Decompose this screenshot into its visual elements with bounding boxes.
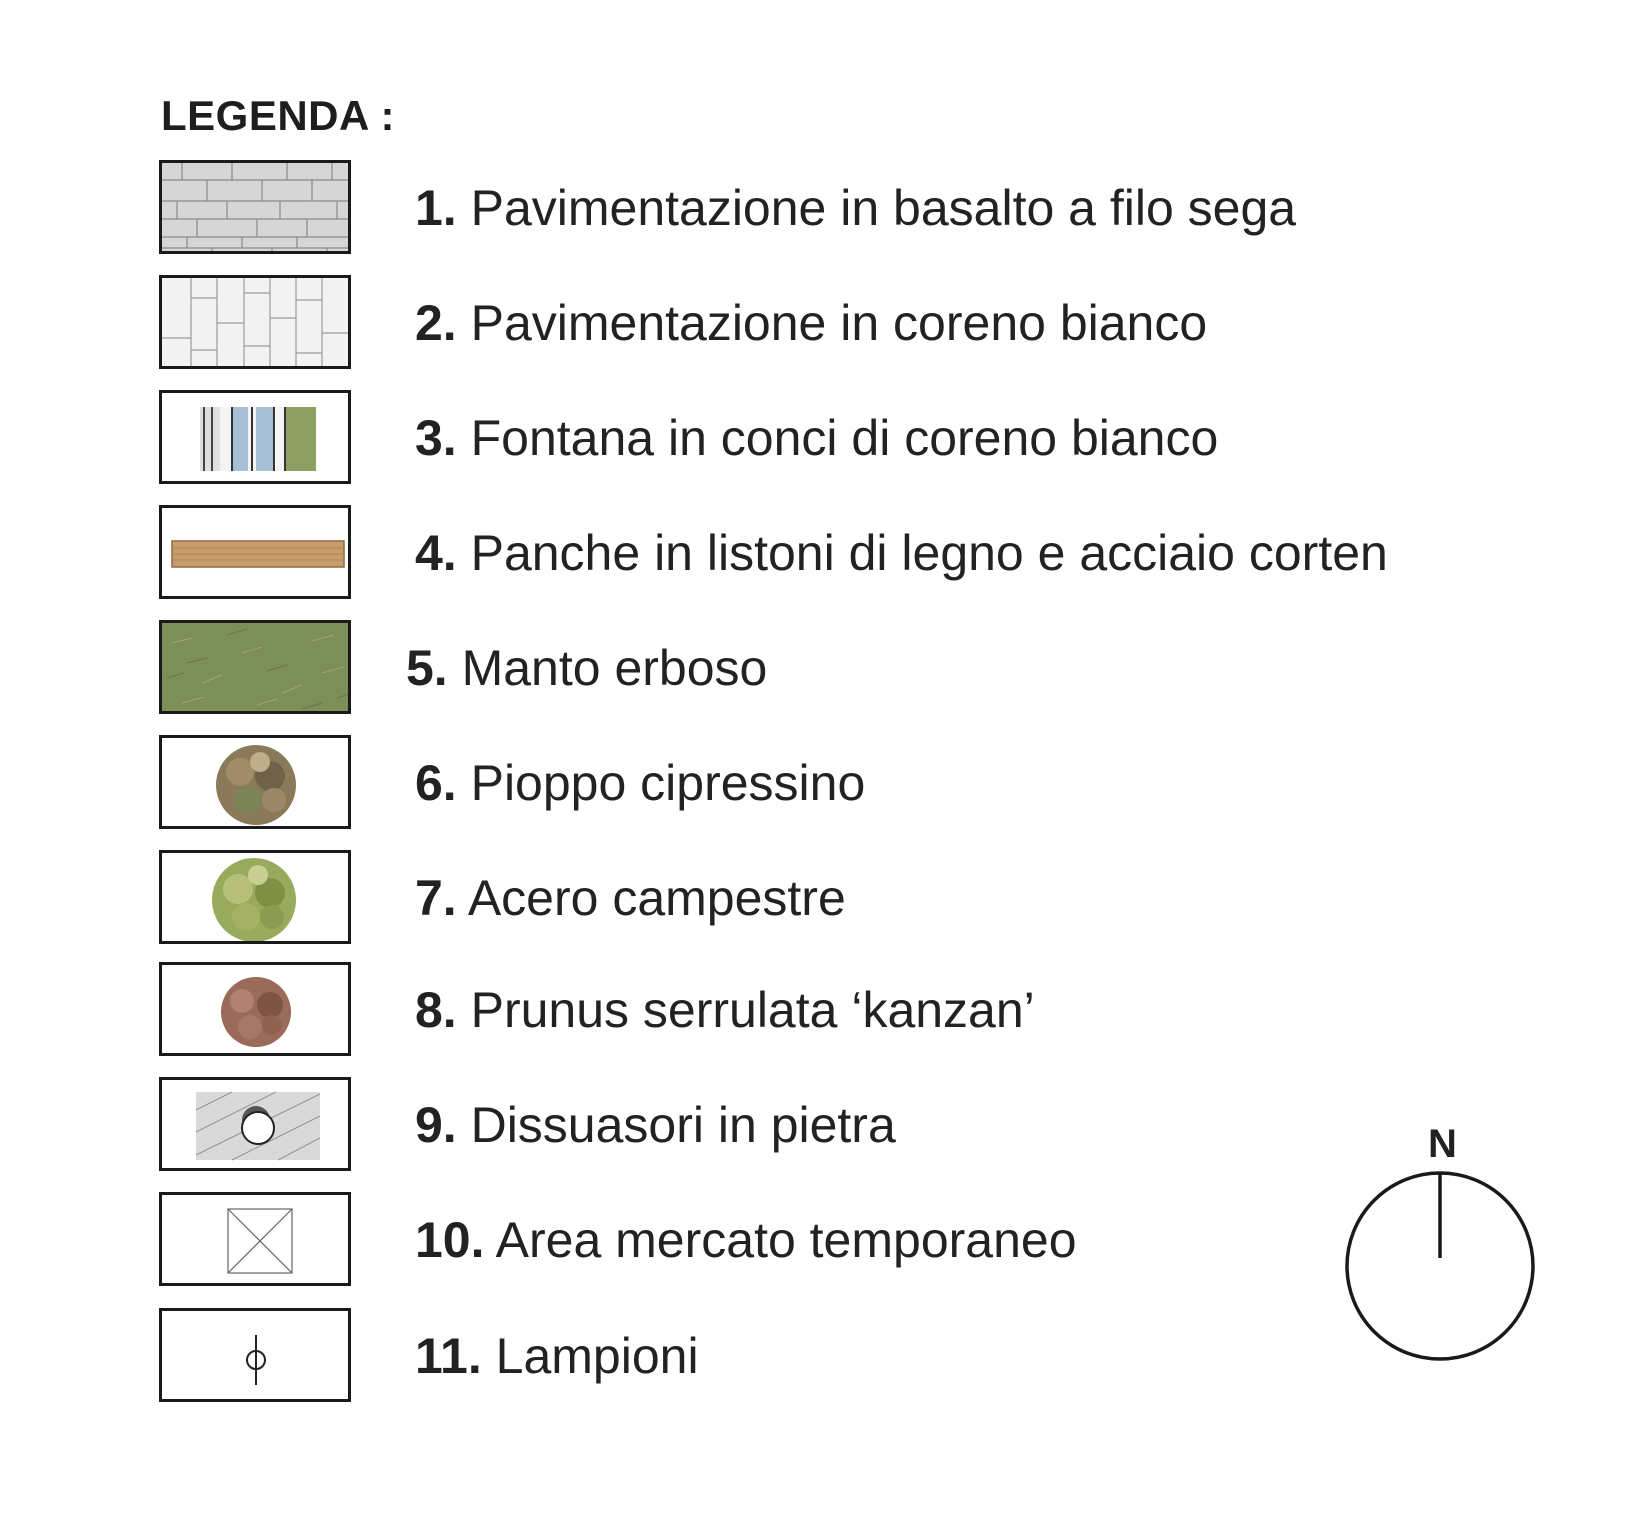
legend-label-8: 8. Prunus serrulata ‘kanzan’ [415,982,1035,1038]
legend-label-3: 3. Fontana in conci di coreno bianco [415,410,1219,466]
legend-label-4: 4. Panche in listoni di legno e acciaio corten [415,525,1388,581]
legend-item-8 [159,962,1459,1058]
legend-label-9: 9. Dissuasori in pietra [415,1097,896,1153]
basalt-paving-icon [159,160,351,254]
legend-label-7: 7. Acero campestre [415,870,846,926]
legend-item-3 [159,390,1459,486]
street-lamp-icon [159,1308,351,1402]
legend-item-10 [159,1192,1459,1288]
legend-label-1: 1. Pavimentazione in basalto a filo sega [415,180,1297,236]
cherry-tree-icon [159,962,351,1056]
north-label: N [1428,1122,1457,1166]
bench-icon [159,505,351,599]
legend-label-11: 11. Lampioni [415,1328,699,1384]
legend-label-5: 5. Manto erboso [406,640,768,696]
north-arrow-icon [1340,1122,1540,1367]
legend-item-5 [159,620,1459,716]
legend-item-1 [159,160,1459,256]
legend-title: LEGENDA : [161,92,395,139]
grass-icon [159,620,351,714]
legend-label-6: 6. Pioppo cipressino [415,755,866,811]
poplar-tree-icon [159,735,351,829]
fountain-icon [159,390,351,484]
white-coreno-paving-icon [159,275,351,369]
legend-item-2 [159,275,1459,371]
legend-item-4 [159,505,1459,601]
legend-item-9 [159,1077,1459,1173]
legend-item-7 [159,850,1459,946]
legend-label-2: 2. Pavimentazione in coreno bianco [415,295,1208,351]
market-area-icon [159,1192,351,1286]
maple-tree-icon [159,850,351,944]
legend-item-11 [159,1308,1459,1404]
legend-item-6 [159,735,1459,831]
stone-bollard-icon [159,1077,351,1171]
legend-label-10: 10. Area mercato temporaneo [415,1212,1077,1268]
